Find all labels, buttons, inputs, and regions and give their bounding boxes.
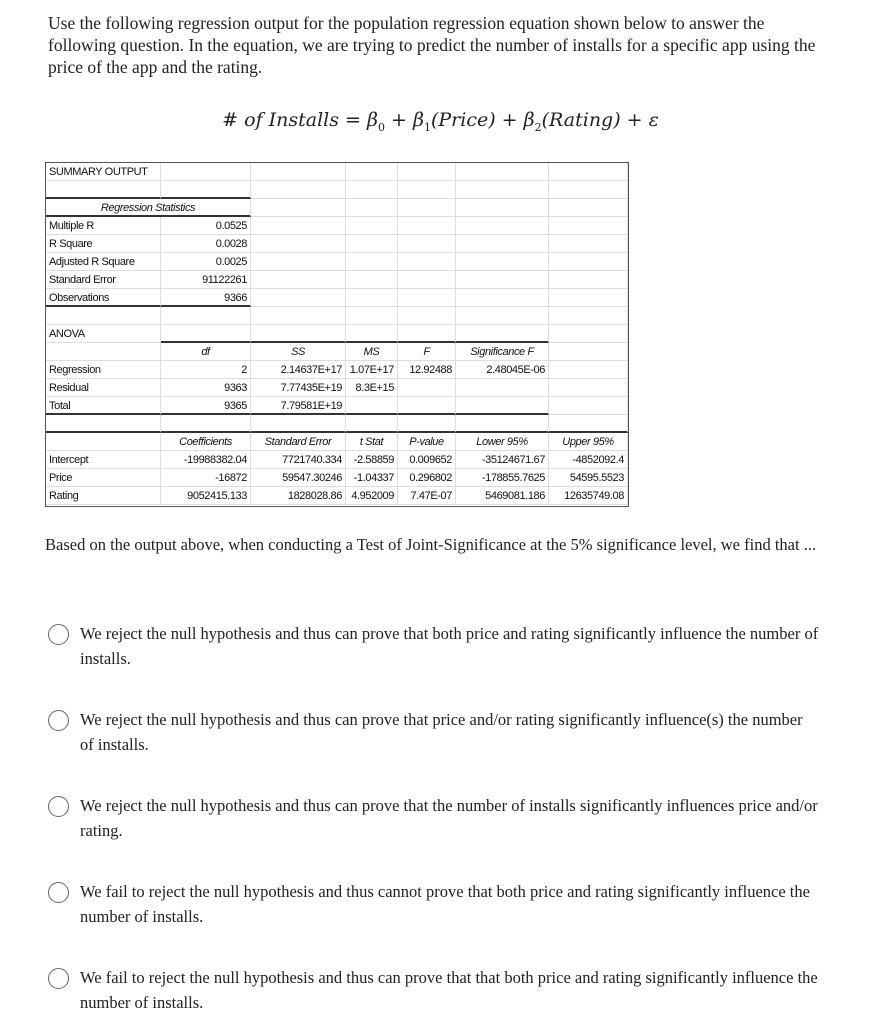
table-cell: 0.0525 — [161, 217, 251, 235]
table-header-cell — [549, 343, 628, 361]
table-cell — [161, 415, 251, 433]
radio-button[interactable] — [48, 710, 69, 731]
table-cell: -178855.7625 — [456, 469, 549, 487]
table-cell — [346, 181, 398, 199]
table-cell — [398, 271, 456, 289]
option-label: We fail to reject the null hypothesis and thus cannot prove that both price and rating significantly influence the number of installs. — [80, 882, 810, 926]
table-cell: Standard Error — [46, 271, 161, 289]
regression-equation — [0, 109, 881, 134]
table-cell — [398, 379, 456, 397]
table-cell — [549, 361, 628, 379]
table-cell: -2.58859 — [346, 451, 398, 469]
table-cell — [161, 181, 251, 199]
table-cell: 54595.5523 — [549, 469, 628, 487]
table-cell — [251, 163, 346, 181]
table-cell — [346, 271, 398, 289]
eq-plus: + — [385, 109, 413, 131]
table-cell — [456, 181, 549, 199]
table-cell: 7.47E-07 — [398, 487, 456, 505]
table-cell: 0.0028 — [161, 235, 251, 253]
table-cell — [251, 307, 346, 325]
table-header-cell — [549, 199, 628, 217]
table-cell — [161, 325, 251, 343]
eq-beta0: β — [367, 109, 378, 131]
eq-sub2: 2 — [534, 120, 542, 134]
table-cell — [46, 415, 161, 433]
table-cell — [549, 289, 628, 307]
table-cell — [549, 181, 628, 199]
table-cell — [456, 379, 549, 397]
table-cell — [251, 325, 346, 343]
table-cell — [549, 415, 628, 433]
table-cell — [456, 163, 549, 181]
table-cell: 9366 — [161, 289, 251, 307]
option-label: We reject the null hypothesis and thus can prove that both price and rating significantly influence the number of installs. — [80, 624, 819, 668]
table-header-cell: SS — [251, 343, 346, 361]
table-cell — [346, 397, 398, 415]
table-cell — [398, 307, 456, 325]
eq-beta1: β — [413, 109, 424, 131]
table-cell: 7.77435E+19 — [251, 379, 346, 397]
table-cell: 0.009652 — [398, 451, 456, 469]
table-cell: 91122261 — [161, 271, 251, 289]
table-cell — [549, 271, 628, 289]
table-cell: 7721740.334 — [251, 451, 346, 469]
table-cell — [398, 289, 456, 307]
table-header-cell: P-value — [398, 433, 456, 451]
table-cell: 2.14637E+17 — [251, 361, 346, 379]
table-cell: Price — [46, 469, 161, 487]
table-title: SUMMARY OUTPUT — [46, 163, 161, 181]
table-cell — [549, 379, 628, 397]
table-cell: 12.92488 — [398, 361, 456, 379]
table-cell: -19988382.04 — [161, 451, 251, 469]
eq-sub1: 1 — [423, 120, 431, 134]
radio-button[interactable] — [48, 968, 69, 989]
table-cell — [398, 415, 456, 433]
table-cell: -1.04337 — [346, 469, 398, 487]
table-cell — [549, 235, 628, 253]
table-cell — [346, 325, 398, 343]
table-cell: 7.79581E+19 — [251, 397, 346, 415]
table-cell — [161, 307, 251, 325]
table-cell — [398, 397, 456, 415]
table-cell: 5469081.186 — [456, 487, 549, 505]
table-cell — [456, 415, 549, 433]
table-header-cell — [456, 199, 549, 217]
table-cell — [251, 271, 346, 289]
table-cell — [251, 415, 346, 433]
table-cell — [549, 253, 628, 271]
table-cell — [346, 253, 398, 271]
table-cell: 9365 — [161, 397, 251, 415]
table-cell — [398, 325, 456, 343]
table-cell: -4852092.4 — [549, 451, 628, 469]
table-cell: ANOVA — [46, 325, 161, 343]
table-cell: 12635749.08 — [549, 487, 628, 505]
eq-price: (Price) + — [430, 109, 524, 131]
table-cell: -16872 — [161, 469, 251, 487]
table-cell — [346, 289, 398, 307]
table-cell: 4.952009 — [346, 487, 398, 505]
table-cell — [549, 397, 628, 415]
option-label: We reject the null hypothesis and thus can prove that the number of installs significantly influences price and/or rating. — [80, 796, 818, 840]
table-cell — [456, 325, 549, 343]
table-cell — [346, 235, 398, 253]
table-cell — [398, 253, 456, 271]
table-header-cell: Coefficients — [161, 433, 251, 451]
eq-sub0: 0 — [378, 120, 385, 134]
table-cell — [549, 163, 628, 181]
table-cell — [46, 181, 161, 199]
table-cell: 2 — [161, 361, 251, 379]
table-cell — [456, 271, 549, 289]
table-cell: Multiple R — [46, 217, 161, 235]
table-cell — [549, 217, 628, 235]
table-cell: 59547.30246 — [251, 469, 346, 487]
table-cell: 1828028.86 — [251, 487, 346, 505]
table-cell — [456, 235, 549, 253]
table-header-cell: Lower 95% — [456, 433, 549, 451]
table-cell: 0.0025 — [161, 253, 251, 271]
table-header-cell: Regression Statistics — [46, 199, 251, 217]
table-cell — [456, 307, 549, 325]
table-header-cell — [398, 199, 456, 217]
table-cell — [251, 253, 346, 271]
table-cell — [456, 217, 549, 235]
eq-lhs: # of Installs = — [222, 109, 368, 131]
table-cell: R Square — [46, 235, 161, 253]
table-cell — [346, 163, 398, 181]
table-cell — [251, 235, 346, 253]
table-header-cell: Upper 95% — [549, 433, 628, 451]
table-cell: 0.296802 — [398, 469, 456, 487]
table-header-cell: F — [398, 343, 456, 361]
table-cell — [549, 307, 628, 325]
table-cell: Observations — [46, 289, 161, 307]
table-cell: Rating — [46, 487, 161, 505]
table-cell — [456, 253, 549, 271]
table-header-cell: df — [161, 343, 251, 361]
table-cell: Residual — [46, 379, 161, 397]
table-cell — [161, 163, 251, 181]
table-cell — [251, 217, 346, 235]
prompt-text: Based on the output above, when conducting a Test of Joint-Significance at the 5% significance level, we find that ... — [45, 535, 817, 554]
table-header-cell — [46, 433, 161, 451]
radio-button[interactable] — [48, 882, 69, 903]
eq-beta2: β — [523, 109, 535, 131]
table-cell: -35124671.67 — [456, 451, 549, 469]
table-header-cell: t Stat — [346, 433, 398, 451]
regression-output-table — [45, 162, 629, 507]
table-cell — [456, 289, 549, 307]
table-cell: 8.3E+15 — [346, 379, 398, 397]
option-label: We fail to reject the null hypothesis and thus can prove that that both price and rating significantly influence the number of installs. — [80, 968, 818, 1012]
option-label: We reject the null hypothesis and thus can prove that price and/or rating significantly influence(s) the number of installs. — [80, 710, 803, 754]
table-cell — [251, 181, 346, 199]
table-cell: 9363 — [161, 379, 251, 397]
table-cell — [251, 289, 346, 307]
table-cell: Regression — [46, 361, 161, 379]
table-header-cell: Significance F — [456, 343, 549, 361]
radio-button[interactable] — [48, 796, 69, 817]
table-cell: Intercept — [46, 451, 161, 469]
radio-button[interactable] — [48, 624, 69, 645]
table-cell — [398, 181, 456, 199]
table-cell — [549, 325, 628, 343]
table-header-cell — [46, 343, 161, 361]
table-cell: Adjusted R Square — [46, 253, 161, 271]
table-cell: Total — [46, 397, 161, 415]
table-cell: 2.48045E-06 — [456, 361, 549, 379]
table-cell: 9052415.133 — [161, 487, 251, 505]
question-text: Use the following regression output for the population regression equation shown below to answer the following question. In the equation, we are trying to predict the number of installs for a specific app using the price of the app and the rating. — [48, 13, 816, 77]
table-header-cell — [346, 199, 398, 217]
table-cell — [346, 415, 398, 433]
table-cell — [46, 307, 161, 325]
table-cell — [398, 235, 456, 253]
table-cell — [346, 217, 398, 235]
table-header-cell — [251, 199, 346, 217]
table-cell — [398, 217, 456, 235]
table-cell — [456, 397, 549, 415]
table-cell — [398, 163, 456, 181]
table-cell: 1.07E+17 — [346, 361, 398, 379]
eq-rating: (Rating) + ε — [541, 109, 659, 131]
table-cell — [346, 307, 398, 325]
table-header-cell: MS — [346, 343, 398, 361]
table-header-cell: Standard Error — [251, 433, 346, 451]
